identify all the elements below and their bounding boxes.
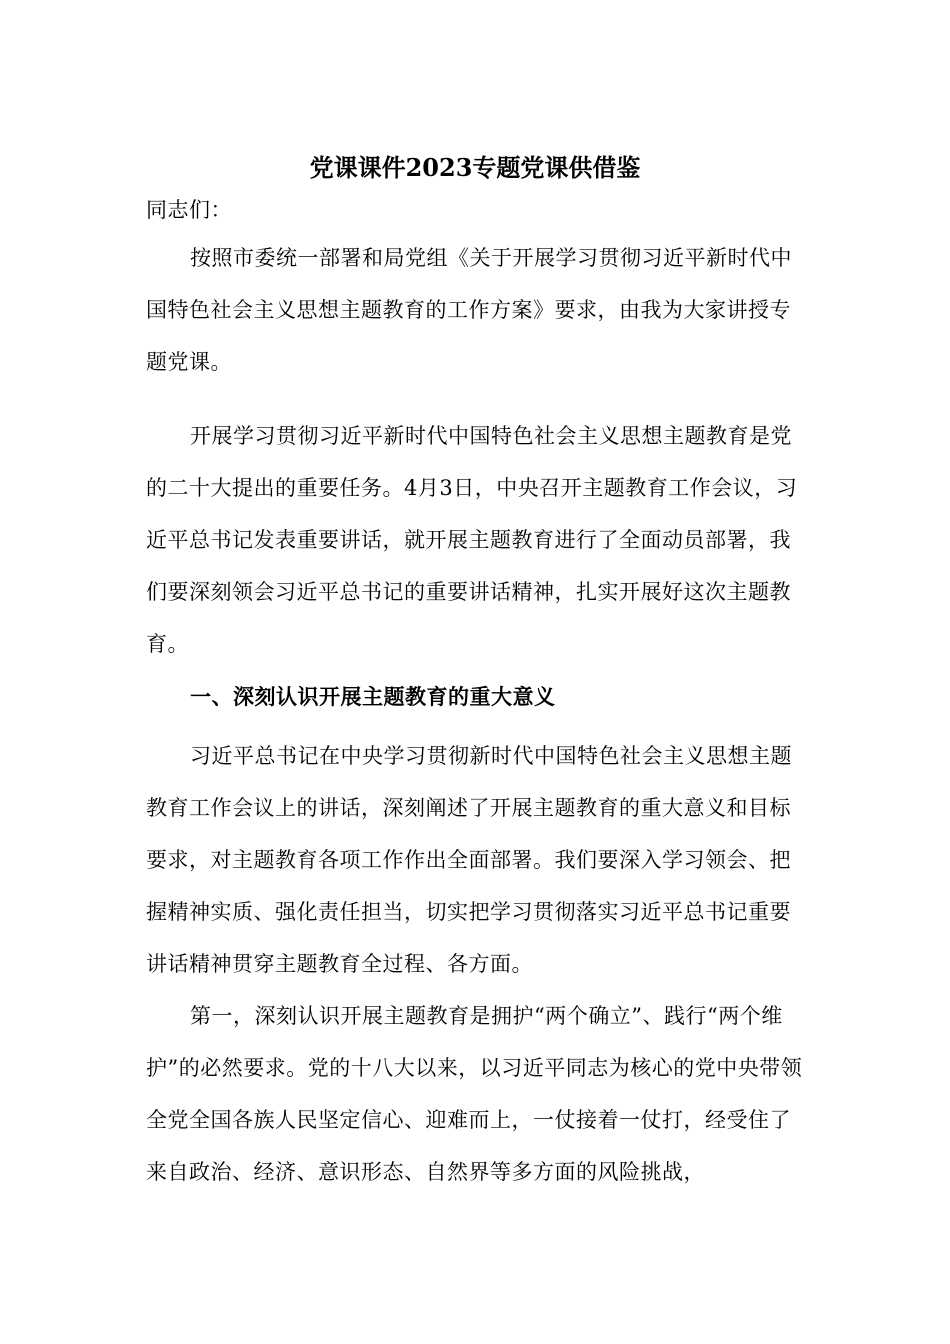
- document-title: 党课课件2023专题党课供借鉴: [309, 153, 641, 182]
- paragraph-2: 开展学习贯彻习近平新时代中国特色社会主义思想主题教育是党的二十大提出的重要任务。4月3日，中央召开主题教育工作会议，习近平总书记发表重要讲话，就开展主题教育进行了全面动员部署，我们要深刻领会习近平总书记的重要讲话精神，扎实开展好这次主题教育。: [146, 424, 798, 656]
- paragraph-3: 习近平总书记在中央学习贯彻新时代中国特色社会主义思想主题教育工作会议上的讲话，深刻阐述了开展主题教育的重大意义和目标要求，对主题教育各项工作作出全面部署。我们要深入学习领会、把握精神实质、强化责任担当，切实把学习贯彻落实习近平总书记重要讲话精神贯穿主题教育全过程、各方面。: [146, 744, 792, 976]
- paragraph-1: 按照市委统一部署和局党组《关于开展学习贯彻习近平新时代中国特色社会主义思想主题教育的工作方案》要求，由我为大家讲授专题党课。: [146, 246, 792, 374]
- salutation: 同志们：: [146, 198, 232, 222]
- paragraph-4: 第一，深刻认识开展主题教育是拥护“两个确立”、践行“两个维护”的必然要求。党的十八大以来，以习近平同志为核心的党中央带领全党全国各族人民坚定信心、迎难而上，一仗接着一仗打，经受住了来自政治、经济、意识形态、自然界等多方面的风险挑战，: [146, 1004, 803, 1184]
- section-heading-1: 一、深刻认识开展主题教育的重大意义: [190, 684, 556, 709]
